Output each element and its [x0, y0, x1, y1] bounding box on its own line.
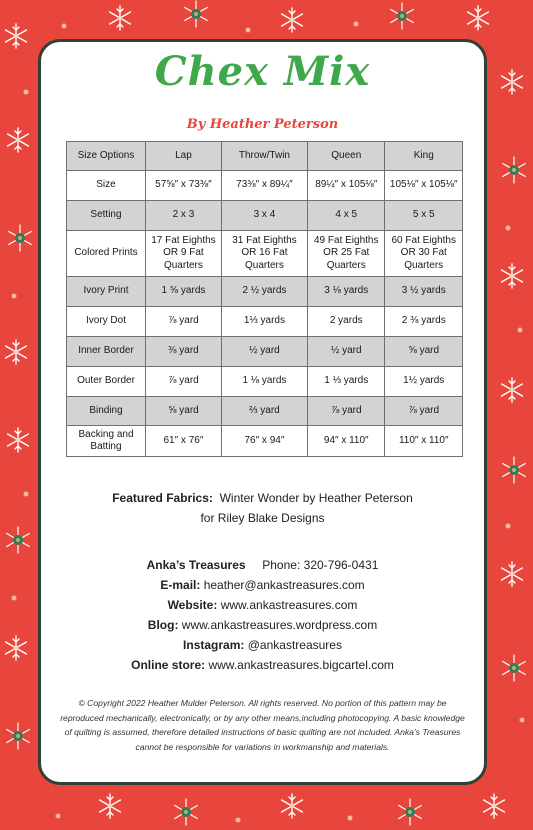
- company-name: Anka’s Treasures: [146, 558, 246, 572]
- table-header-cell: Throw/Twin: [221, 142, 307, 171]
- table-header-cell: Queen: [308, 142, 385, 171]
- table-cell: ⅝ yard: [385, 337, 463, 367]
- table-cell: 60 Fat Eighths OR 30 Fat Quarters: [385, 231, 463, 277]
- table-cell: 110″ x 110″: [385, 426, 463, 457]
- table-header-cell: Size Options: [67, 142, 146, 171]
- phone-number: 320-796-0431: [303, 558, 379, 572]
- table-cell: ⅝ yard: [146, 397, 222, 426]
- table-cell: ½ yard: [308, 337, 385, 367]
- pattern-title: Chex Mix: [154, 48, 371, 95]
- table-cell: 89¼″ x 105⅛″: [308, 171, 385, 201]
- table-cell: ⅞ yard: [385, 397, 463, 426]
- instagram-handle[interactable]: @ankastreasures: [247, 638, 342, 652]
- table-cell: ⅜ yard: [146, 337, 222, 367]
- table-cell: ½ yard: [221, 337, 307, 367]
- copyright-notice: © Copyright 2022 Heather Mulder Peterson. All rights reserved. No portion of this pattern may be reproduced mechanically, electronically, or by any other means,including photocopying. A basic knowledge of quilting is assumed, therefore detailed instructions of basic quilting are not included. Anka’s Treasures cannot be responsible for variations in workmanship and materials.: [60, 698, 465, 752]
- table-cell: 4 x 5: [308, 201, 385, 231]
- blog-label: Blog:: [147, 618, 179, 632]
- row-label: Colored Prints: [67, 231, 146, 277]
- store-link[interactable]: www.ankastreasures.bigcartel.com: [208, 658, 394, 672]
- table-header-cell: King: [385, 142, 463, 171]
- table-cell: ⅞ yard: [308, 397, 385, 426]
- designer-byline: By Heather Peterson: [186, 117, 339, 132]
- email-link[interactable]: heather@ankastreasures.com: [203, 578, 365, 592]
- table-row: [67, 397, 463, 426]
- table-row: [67, 337, 463, 367]
- store-label: Online store:: [131, 658, 206, 672]
- table-row: [67, 307, 463, 337]
- row-label: Outer Border: [67, 367, 146, 397]
- table-cell: 57⅝″ x 73⅜″: [146, 171, 222, 201]
- table-cell: 17 Fat Eighths OR 9 Fat Quarters: [146, 231, 222, 277]
- table-cell: ⅞ yard: [146, 307, 222, 337]
- table-cell: 2 yards: [308, 307, 385, 337]
- featured-line2: for Riley Blake Designs: [200, 511, 325, 525]
- table-cell: 1 ⅝ yards: [146, 277, 222, 307]
- table-cell: 94″ x 110″: [308, 426, 385, 457]
- table-cell: 3 ⅛ yards: [308, 277, 385, 307]
- size-requirements-table: [66, 141, 463, 457]
- table-cell: ⅞ yard: [146, 367, 222, 397]
- table-cell: 31 Fat Eighths OR 16 Fat Quarters: [221, 231, 307, 277]
- table-row: [67, 367, 463, 397]
- row-label: Ivory Print: [67, 277, 146, 307]
- table-row: [67, 201, 463, 231]
- row-label: Setting: [67, 201, 146, 231]
- featured-line1: Winter Wonder by Heather Peterson: [219, 491, 413, 505]
- row-label: Ivory Dot: [67, 307, 146, 337]
- table-cell: 2 ½ yards: [221, 277, 307, 307]
- table-cell: 61″ x 76″: [146, 426, 222, 457]
- table-header-cell: Lap: [146, 142, 222, 171]
- table-cell: 76″ x 94″: [221, 426, 307, 457]
- row-label: Binding: [67, 397, 146, 426]
- table-cell: 1 ⅛ yards: [221, 367, 307, 397]
- website-link[interactable]: www.ankastreasures.com: [220, 598, 358, 612]
- table-cell: ⅔ yard: [221, 397, 307, 426]
- table-cell: 5 x 5: [385, 201, 463, 231]
- table-cell: 49 Fat Eighths OR 25 Fat Quarters: [308, 231, 385, 277]
- website-label: Website:: [167, 598, 218, 612]
- table-cell: 2 ⅜ yards: [385, 307, 463, 337]
- table-cell: 3 x 4: [221, 201, 307, 231]
- table-cell: 2 x 3: [146, 201, 222, 231]
- email-label: E-mail:: [160, 578, 201, 592]
- instagram-label: Instagram:: [183, 638, 245, 652]
- row-label: Size: [67, 171, 146, 201]
- table-cell: 3 ½ yards: [385, 277, 463, 307]
- table-cell: 1⅓ yards: [221, 307, 307, 337]
- table-cell: 105⅛″ x 105⅛″: [385, 171, 463, 201]
- phone-label: Phone:: [262, 558, 301, 572]
- contact-info: [41, 555, 484, 675]
- featured-fabrics: [41, 488, 484, 528]
- table-cell: 73⅜″ x 89¼″: [221, 171, 307, 201]
- row-label: Backing and Batting: [67, 426, 146, 457]
- blog-link[interactable]: www.ankastreasures.wordpress.com: [181, 618, 378, 632]
- pattern-info-card: [38, 39, 487, 785]
- table-row: [67, 426, 463, 457]
- table-row: [67, 231, 463, 277]
- table-header-row: [67, 142, 463, 171]
- table-cell: 1 ⅓ yards: [308, 367, 385, 397]
- table-row: [67, 277, 463, 307]
- table-row: [67, 171, 463, 201]
- featured-label: Featured Fabrics:: [112, 491, 213, 505]
- table-cell: 1½ yards: [385, 367, 463, 397]
- row-label: Inner Border: [67, 337, 146, 367]
